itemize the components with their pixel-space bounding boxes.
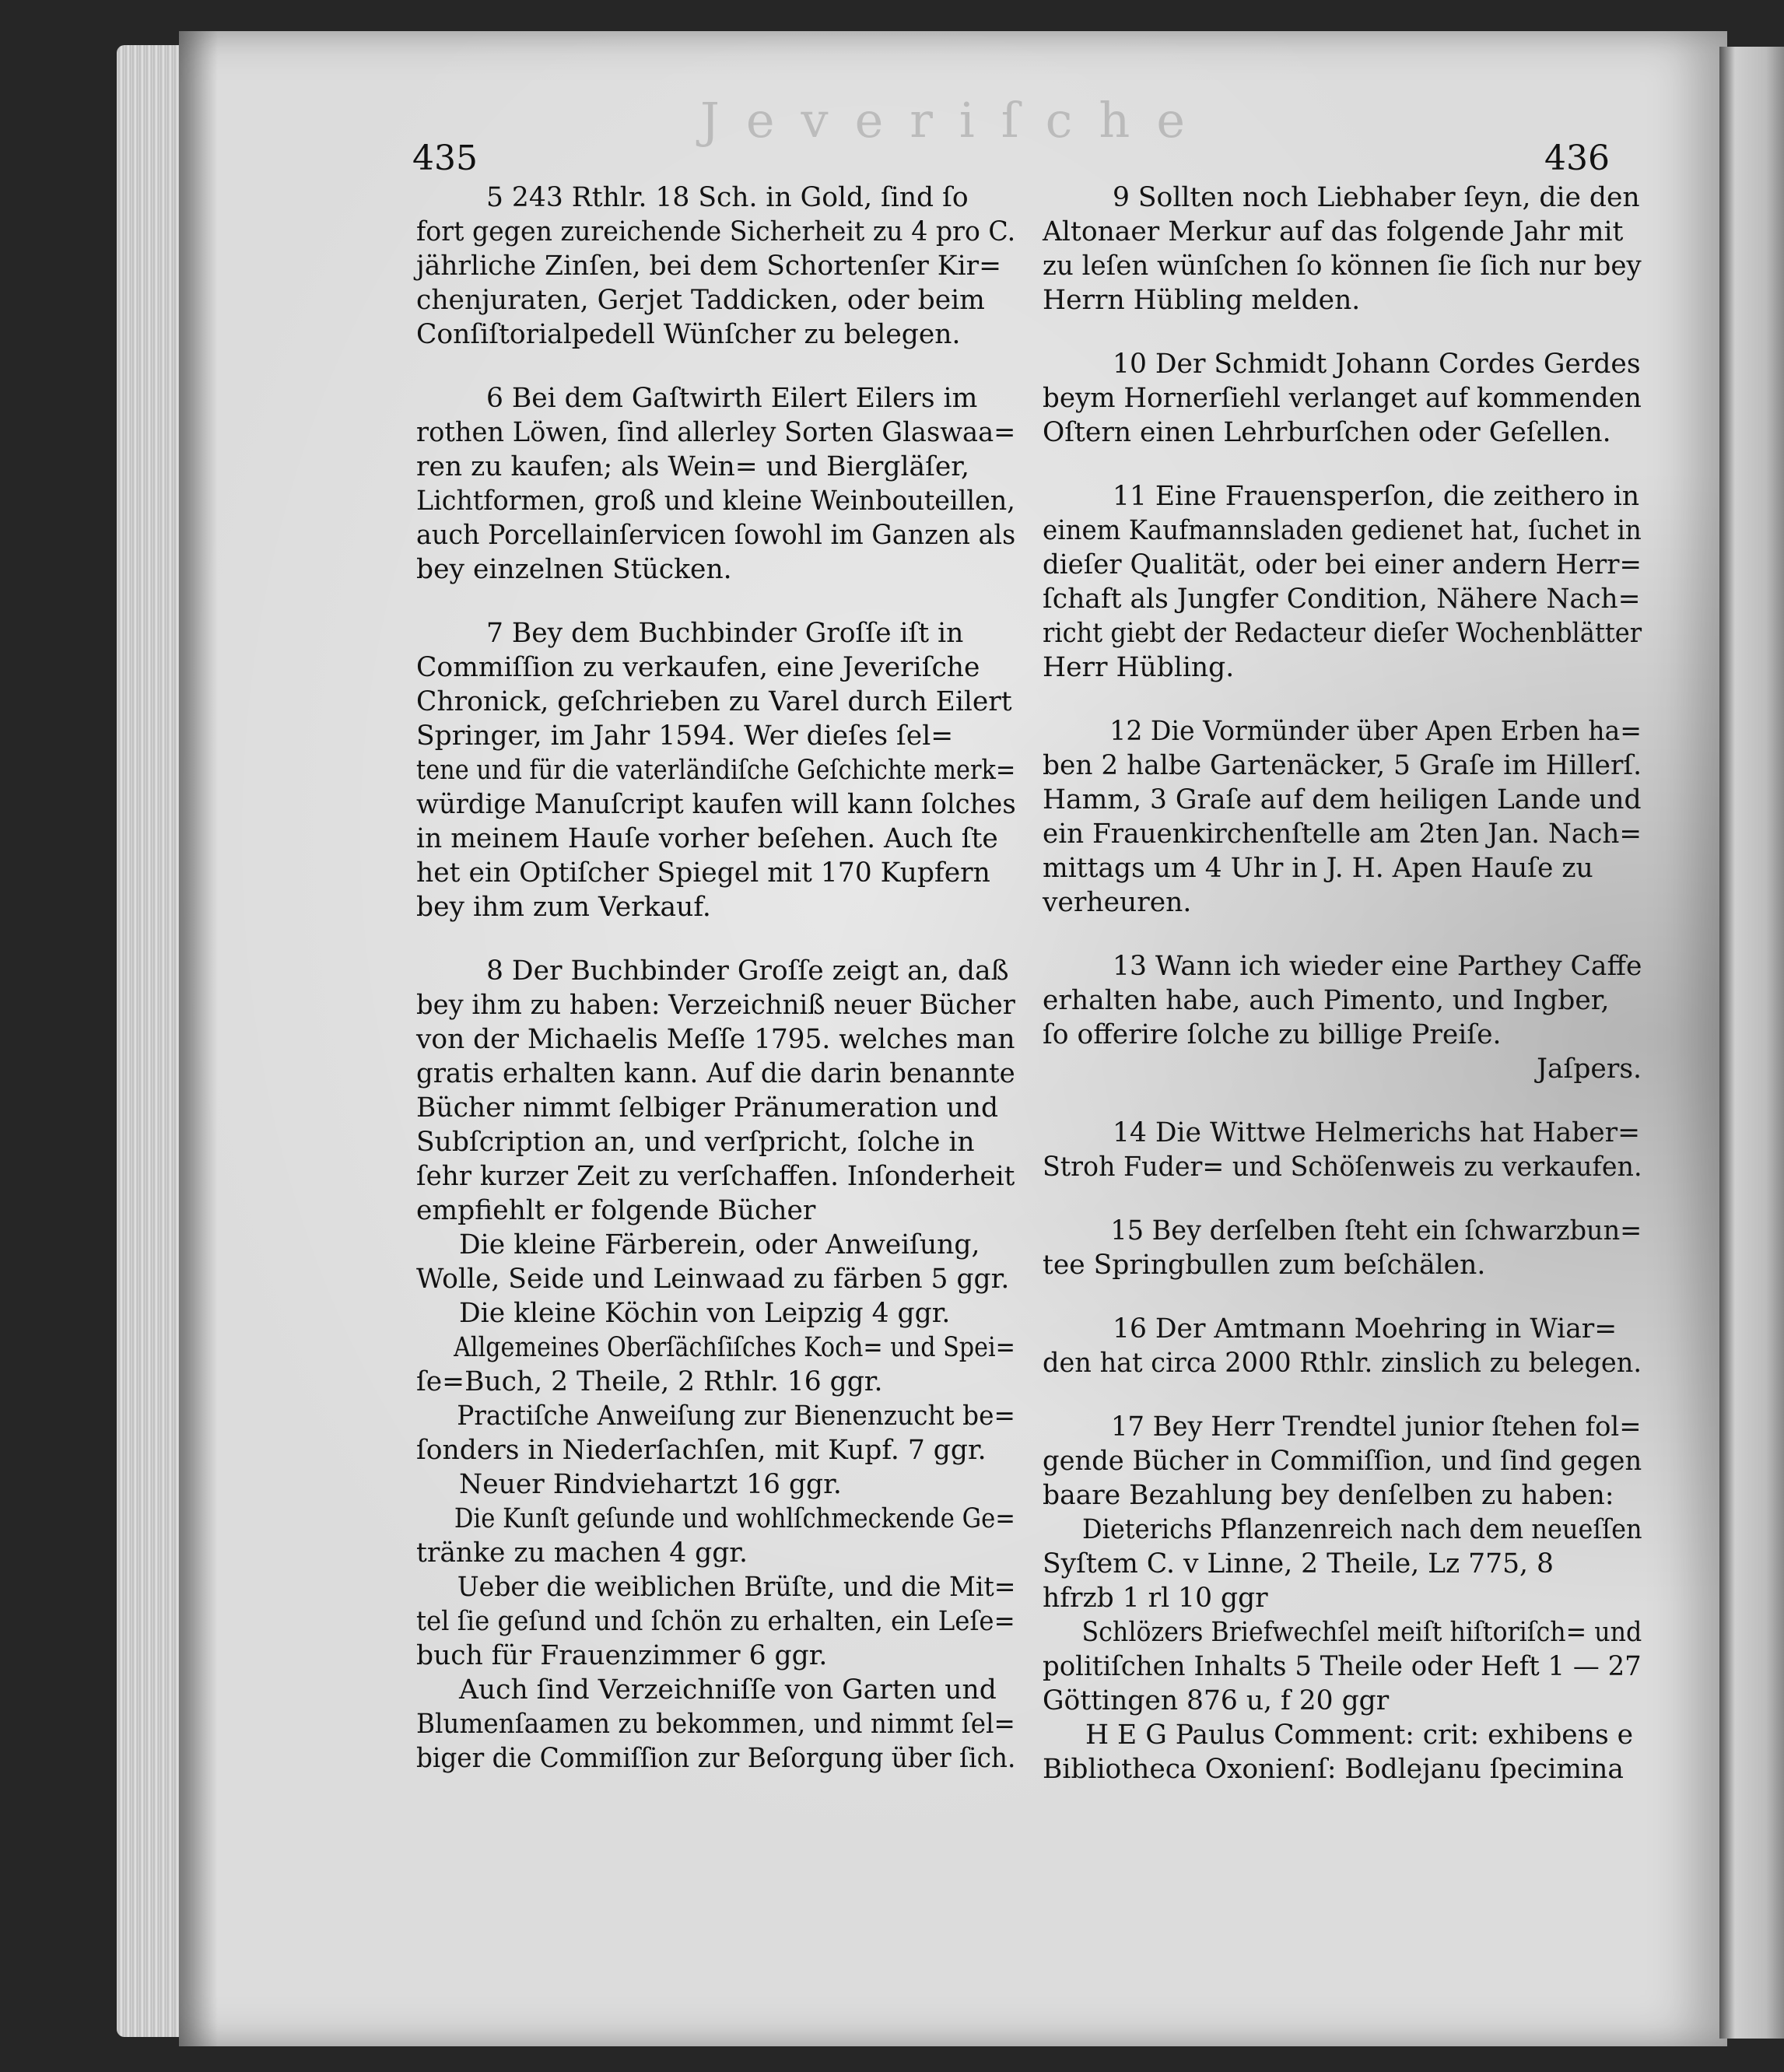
text-line: Auch ſind Verzeichniſſe von Garten und: [459, 1674, 997, 1706]
text-line: ſe=Buch, 2 Theile, 2 Rthlr. 16 ggr.: [416, 1366, 883, 1397]
text-line: Stroh Fuder= und Schöſenweis zu verkaufen.: [1043, 1152, 1642, 1183]
text-line: fort gegen zureichende Sicherheit zu 4 pro C.: [416, 216, 1016, 247]
text-line: gratis erhalten kann. Auf die darin benannte: [416, 1058, 1015, 1089]
text-line: 17 Bey Herr Trendtel junior ſtehen fol=: [1111, 1411, 1642, 1443]
notice-entry: [1043, 1214, 1642, 1282]
list-item: [1043, 1513, 1642, 1615]
text-line: in meinem Hauſe vorher beſehen. Auch ſte: [416, 823, 998, 854]
text-line: Subſcription an, und verſpricht, ſolche in: [416, 1127, 975, 1158]
text-line: von der Michaelis Meſſe 1795. welches man: [416, 1024, 1015, 1055]
text-line: Lichtformen, groß und kleine Weinbouteillen,: [416, 486, 1015, 517]
text-line: tene und für die vaterländiſche Geſchichte merk=: [416, 755, 1016, 786]
text-line: Herr Hübling.: [1043, 652, 1235, 683]
text-line: Syſtem C. v Linne, 2 Theile, Lz 775, 8: [1043, 1548, 1554, 1579]
text-line: Die Kunſt geſunde und wohlſchmeckende Ge=: [454, 1503, 1015, 1534]
text-line: bey ihm zum Verkauf.: [416, 892, 711, 923]
text-line: gende Bücher in Commiſſion, und ſind gegen: [1043, 1446, 1642, 1477]
text-line: bey einzelnen Stücken.: [416, 554, 732, 585]
text-line: Commiſſion zu verkaufen, eine Jeveriſche: [416, 652, 980, 683]
next-page-edge: [1719, 47, 1784, 2039]
text-line: 14 Die Wittwe Helmerichs hat Haber=: [1113, 1117, 1641, 1148]
text-line: 6 Bei dem Gaſtwirth Eilert Eilers im: [486, 383, 978, 414]
running-head-show-through: Jeveriſche: [700, 92, 1212, 149]
text-line: biger die Commiſſion zur Beſorgung über ſich.: [416, 1743, 1016, 1774]
text-line: 9 Sollten noch Liebhaber ſeyn, die den: [1113, 182, 1640, 213]
text-line: erhalten habe, auch Pimento, und Ingber,: [1043, 985, 1610, 1016]
notice-entry: [416, 181, 1015, 352]
text-line: Bücher nimmt ſelbiger Pränumeration und: [416, 1092, 999, 1124]
signature: Jaſpers.: [1537, 1054, 1642, 1085]
text-line: Schlözers Briefwechſel meiſt hiſtoriſch= und: [1081, 1617, 1642, 1648]
text-line: 5 243 Rthlr. 18 Sch. in Gold, ſind ſo: [486, 182, 969, 213]
text-line: bey ihm zu haben: Verzeichniß neuer Bücher: [416, 990, 1015, 1021]
text-line: 16 Der Amtmann Moehring in Wiar=: [1113, 1313, 1618, 1345]
notice-entry: [1043, 1410, 1642, 1513]
text-line: Hamm, 3 Graſe auf dem heiligen Lande und: [1043, 784, 1642, 815]
notice-entry: [1043, 714, 1642, 920]
text-line: zu leſen wünſchen ſo können ſie ſich nur bey: [1043, 251, 1642, 282]
text-line: mittags um 4 Uhr in J. H. Apen Hauſe zu: [1043, 853, 1593, 884]
text-line: Dieterichs Pflanzenreich nach dem neueſſen: [1081, 1514, 1642, 1545]
text-line: ren zu kaufen; als Wein= und Biergläſer,: [416, 451, 969, 482]
notice-entry: [1043, 479, 1642, 685]
list-item: [416, 1228, 1015, 1296]
text-line: einem Kaufmannsladen gedienet hat, ſuchet in: [1043, 515, 1642, 546]
notice-entry: [1043, 1116, 1642, 1184]
text-line: 11 Eine Frauensperſon, die zeithero in: [1113, 481, 1640, 512]
text-line: Die kleine Färberein, oder Anweiſung,: [459, 1229, 980, 1260]
page-number-left: 435: [412, 138, 478, 178]
text-line: Conſiſtorialpedell Wünſcher zu belegen.: [416, 319, 961, 350]
text-line: Altonaer Merkur auf das folgende Jahr mit: [1043, 216, 1624, 247]
text-line: 15 Bey derſelben ſteht ein ſchwarzbun=: [1110, 1215, 1642, 1246]
text-line: empfiehlt er folgende Bücher: [416, 1195, 816, 1226]
notice-entry: [1043, 949, 1642, 1086]
text-line: 8 Der Buchbinder Groſſe zeigt an, daß: [486, 955, 1009, 987]
page-number-right: 436: [1544, 138, 1610, 178]
text-line: Blumenſaamen zu bekommen, und nimmt ſel=: [416, 1709, 1015, 1740]
text-line: dieſer Qualität, oder bei einer andern Herr=: [1043, 549, 1642, 580]
list-item: [416, 1673, 1015, 1776]
text-line: tel ſie geſund und ſchön zu erhalten, ein Leſe=: [416, 1606, 1015, 1637]
text-line: richt giebt der Redacteur dieſer Wochenblätter: [1043, 618, 1642, 649]
text-line: chenjuraten, Gerjet Taddicken, oder beim: [416, 285, 985, 316]
text-line: tränke zu machen 4 ggr.: [416, 1537, 748, 1569]
text-line: ben 2 halbe Gartenäcker, 5 Graſe im Hillerſ.: [1043, 750, 1642, 781]
text-line: rothen Löwen, ſind allerley Sorten Glaswaa=: [416, 417, 1016, 448]
right-column: [1043, 181, 1642, 1786]
text-line: Wolle, Seide und Leinwaad zu färben 5 ggr.: [416, 1264, 1010, 1295]
text-line: Göttingen 876 u, f 20 ggr: [1043, 1685, 1390, 1716]
text-line: het ein Optiſcher Spiegel mit 170 Kupfern: [416, 857, 990, 889]
text-line: ſchaft als Jungfer Condition, Nähere Nach=: [1043, 584, 1641, 615]
gutter-shadow: [179, 31, 218, 2046]
list-item: [416, 1502, 1015, 1570]
list-item: [416, 1399, 1015, 1467]
list-item: [1043, 1718, 1642, 1786]
text-line: Springer, im Jahr 1594. Wer dieſes ſel=: [416, 720, 954, 752]
list-item: [416, 1570, 1015, 1673]
text-line: jährliche Zinſen, bei dem Schortenſer Kir=: [416, 251, 1002, 282]
notice-entry: [1043, 347, 1642, 450]
text-line: buch für Frauenzimmer 6 ggr.: [416, 1640, 828, 1671]
list-item: [416, 1296, 1015, 1330]
text-line: den hat circa 2000 Rthlr. zinslich zu belegen.: [1043, 1348, 1642, 1379]
text-line: würdige Manuſcript kaufen will kann ſolches: [416, 789, 1016, 820]
text-line: ſehr kurzer Zeit zu verſchaffen. Inſonderheit: [416, 1161, 1015, 1192]
text-line: 10 Der Schmidt Johann Cordes Gerdes: [1113, 349, 1641, 380]
text-line: 7 Bey dem Buchbinder Groſſe iſt in: [486, 618, 964, 649]
list-item: [416, 1467, 1015, 1502]
text-line: Bibliotheca Oxonienſ: Bodlejanu ſpecimina: [1043, 1754, 1624, 1785]
notice-entry: [1043, 181, 1642, 317]
text-line: ſo offerire ſolche zu billige Preiſe.: [1043, 1019, 1502, 1050]
text-line: Ueber die weiblichen Brüſte, und die Mit=: [457, 1572, 1016, 1603]
text-line: Allgemeines Oberſächſiſches Koch= und Spei=: [454, 1332, 1015, 1363]
text-line: Chronick, geſchrieben zu Varel durch Eilert: [416, 686, 1012, 717]
text-line: verheuren.: [1043, 887, 1192, 918]
text-line: politiſchen Inhalts 5 Theile oder Heft 1 — 27: [1043, 1651, 1642, 1682]
text-line: Oſtern einen Lehrburſchen oder Geſellen.: [1043, 417, 1611, 448]
text-line: baare Bezahlung bey denſelben zu haben:: [1043, 1480, 1614, 1511]
text-line: Die kleine Köchin von Leipzig 4 ggr.: [459, 1298, 951, 1329]
list-item: [416, 1330, 1015, 1399]
text-line: tee Springbullen zum beſchälen.: [1043, 1250, 1486, 1281]
text-line: hfrzb 1 rl 10 ggr: [1043, 1583, 1268, 1614]
text-line: beym Hornerſiehl verlanget auf kommenden: [1043, 383, 1642, 414]
notice-entry: [416, 954, 1015, 1228]
notice-entry: [416, 616, 1015, 924]
text-line: 13 Wann ich wieder eine Parthey Caffe: [1113, 951, 1642, 982]
text-line: 12 Die Vormünder über Apen Erben ha=: [1109, 716, 1642, 747]
text-line: H E G Paulus Comment: crit: exhibens e: [1085, 1720, 1634, 1751]
left-column: [416, 181, 1015, 1776]
text-line: Neuer Rindviehartzt 16 ggr.: [459, 1469, 842, 1500]
notice-entry: [1043, 1312, 1642, 1380]
list-item: [1043, 1615, 1642, 1718]
notice-entry: [416, 381, 1015, 587]
text-line: Practiſche Anweiſung zur Bienenzucht be=: [457, 1401, 1015, 1432]
text-line: ſonders in Niederſachſen, mit Kupf. 7 ggr.: [416, 1435, 987, 1466]
text-line: Herrn Hübling melden.: [1043, 285, 1361, 316]
text-line: ein Frauenkirchenſtelle am 2ten Jan. Nach=: [1043, 819, 1642, 850]
text-line: auch Porcellainſervicen ſowohl im Ganzen als: [416, 520, 1016, 551]
